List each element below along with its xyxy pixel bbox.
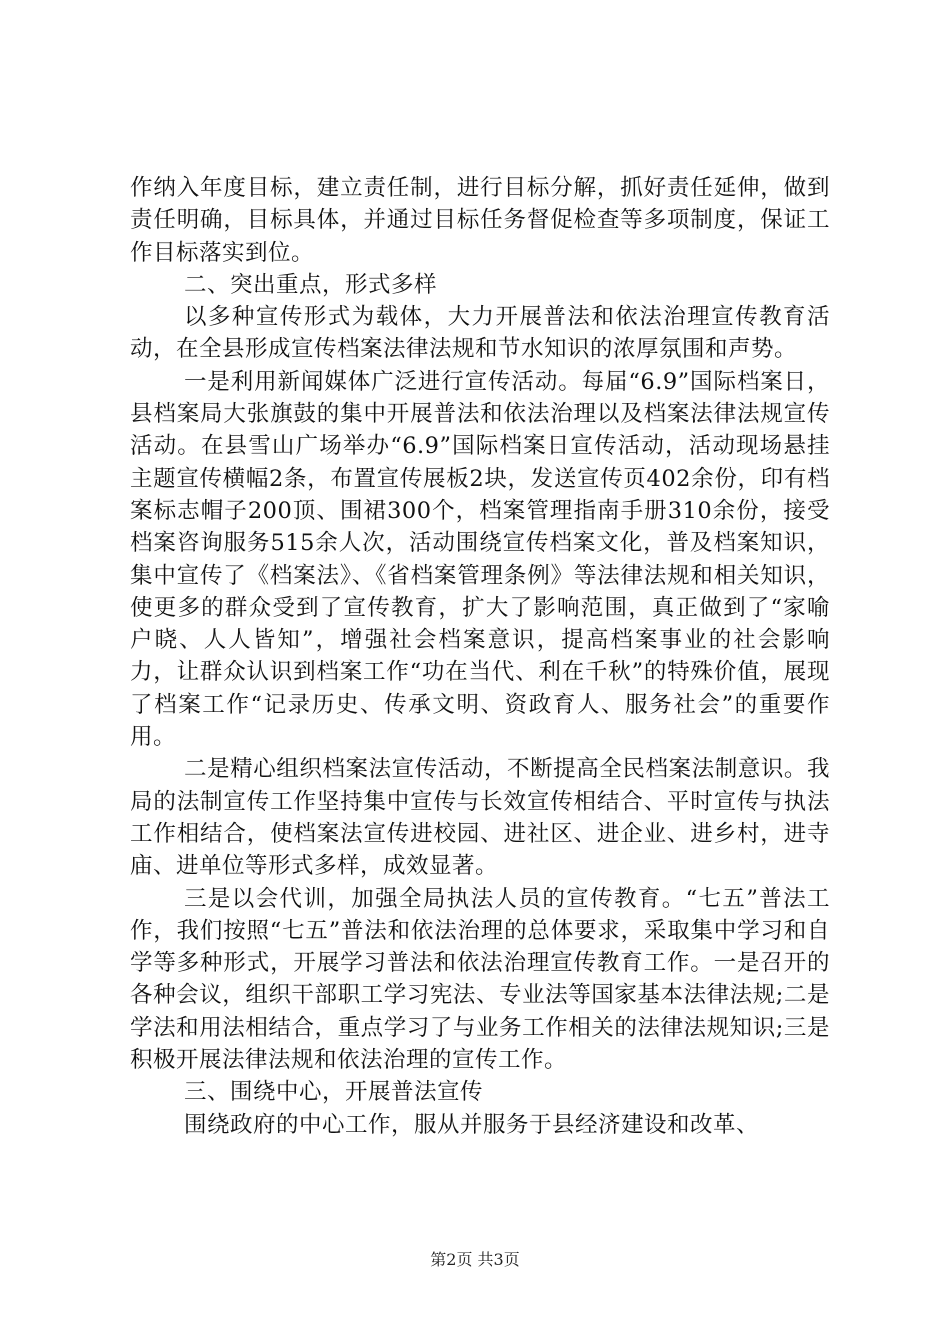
paragraph-center-work: 围绕政府的中心工作，服从并服务于县经济建设和改革、 [184, 1111, 760, 1138]
paragraph-training: 三是以会代训，加强全局执法人员的宣传教育。“七五”普法工作，我们按照“七五”普法和依法治理的总体要求，采取集中学习和自学等多种形式，开展学习普法和依法治理宣传教育工作。一是召开的各种会议，组织干部职工学习宪法、专业法等国家基本法律法规;二是学法和用法相结合，重点学习了与业务工作相关的法律法规知识;三是积极开展法律法规和依法治理的宣传工作。 [130, 885, 830, 1074]
paragraph-media-publicity: 一是利用新闻媒体广泛进行宣传活动。每届“6.9”国际档案日，县档案局大张旗鼓的集中开展普法和依法治理以及档案法律法规宣传活动。在县雪山广场举办“6.9”国际档案日宣传活动，活动现场悬挂主题宣传横幅2条，布置宣传展板2块，发送宣传页402余份，印有档案标志帽子200顶、围裙300个，档案管理指南手册310余份，接受档案咨询服务515余人次，活动围绕宣传档案文化，普及档案知识，集中宣传了《档案法》、《省档案管理条例》等法律法规和相关知识，使更多的群众受到了宣传教育，扩大了影响范围，真正做到了“家喻户晓、人人皆知”，增强社会档案意识，提高档案事业的社会影响力，让群众认识到档案工作“功在当代、利在千秋”的特殊价值，展现了档案工作“记录历史、传承文明、资政育人、服务社会”的重要作用。 [130, 368, 830, 751]
section-heading-3: 三、围绕中心，开展普法宣传 [184, 1079, 484, 1106]
paragraph-archive-law-activity: 二是精心组织档案法宣传活动，不断提高全民档案法制意识。我局的法制宣传工作坚持集中宣传与长效宣传相结合、平时宣传与执法工作相结合，使档案法宣传进校园、进社区、进企业、进乡村，进寺庙、进单位等形式多样，成效显著。 [130, 756, 830, 880]
paragraph-publicity-forms: 以多种宣传形式为载体，大力开展普法和依法治理宣传教育活动，在全县形成宣传档案法律法规和节水知识的浓厚氛围和声势。 [130, 304, 830, 363]
page-footer: 第2页 共3页 [430, 1250, 520, 1269]
section-heading-2: 二、突出重点，形式多样 [184, 271, 438, 298]
paragraph-continuation: 作纳入年度目标，建立责任制，进行目标分解，抓好责任延伸，做到责任明确，目标具体，并通过目标任务督促检查等多项制度，保证工作目标落实到位。 [130, 175, 830, 266]
document-body [130, 172, 830, 1141]
